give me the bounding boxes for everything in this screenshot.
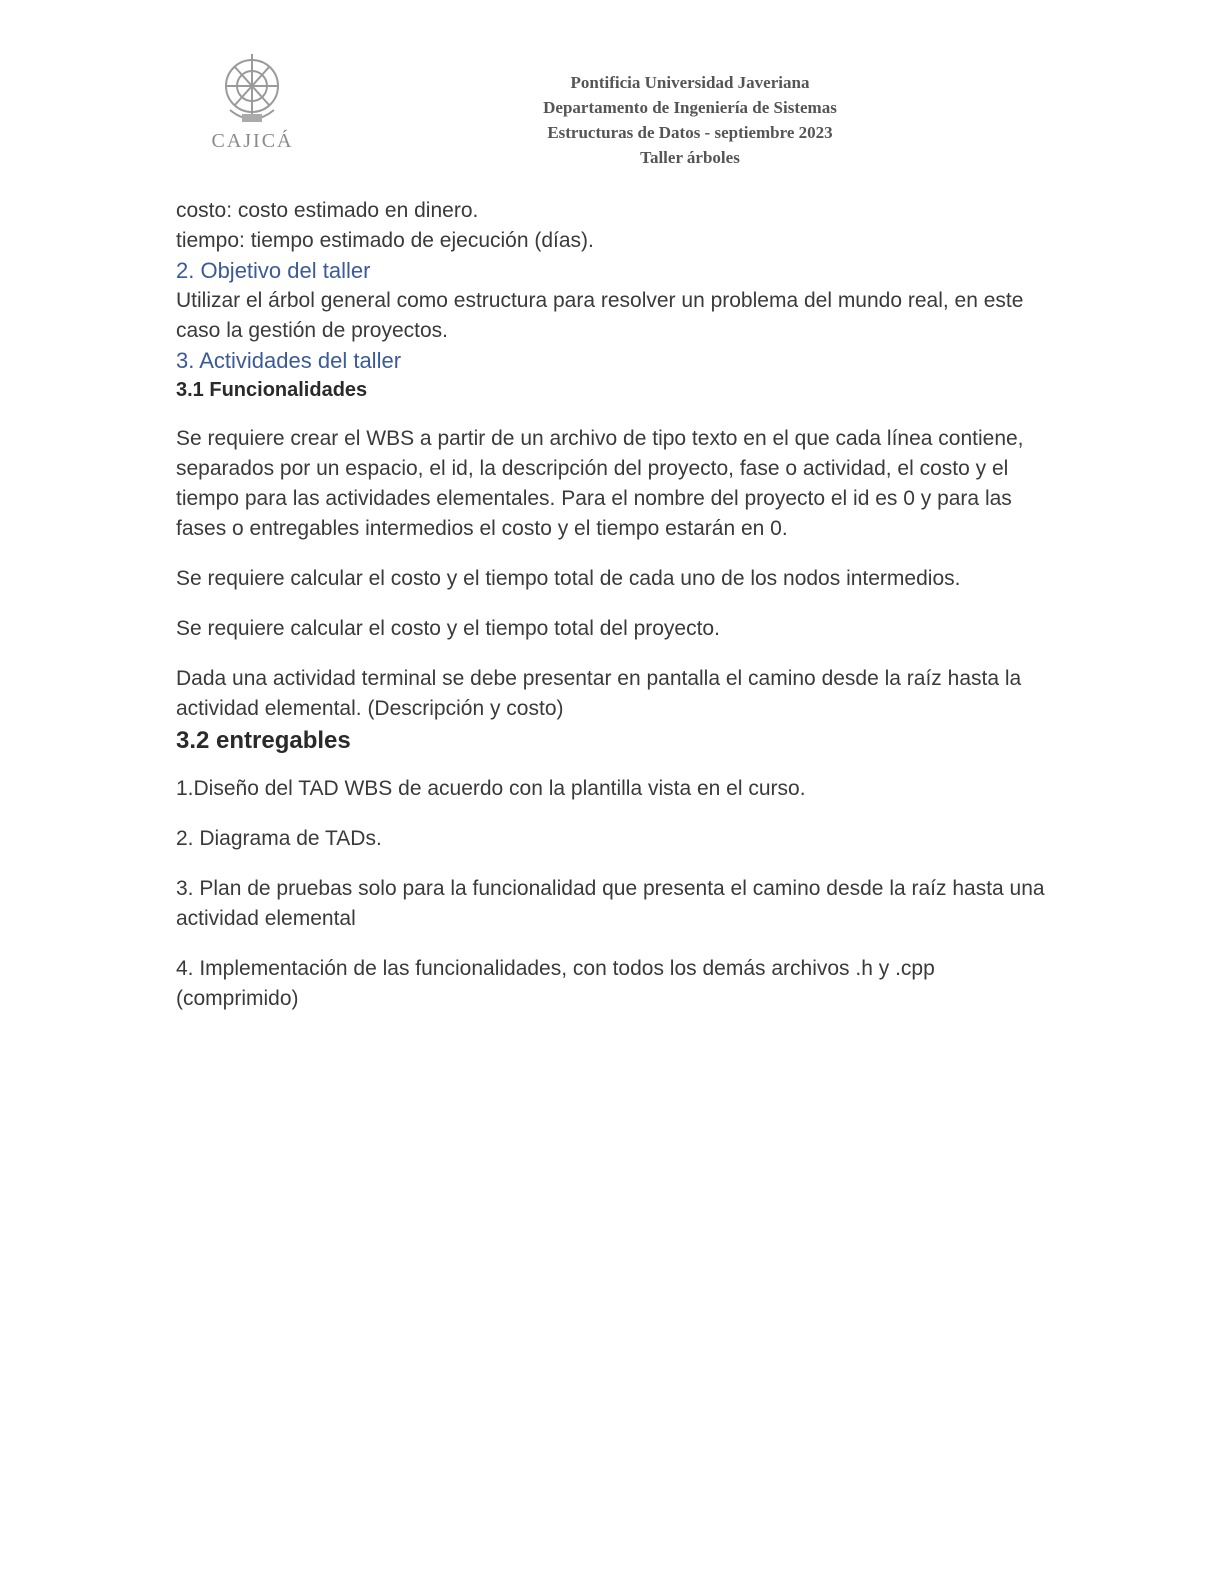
header-course: Estructuras de Datos - septiembre 2023 — [547, 123, 833, 142]
deliverable-item: 2. Diagrama de TADs. — [176, 827, 382, 850]
section-3-title: 3. Actividades del taller — [176, 348, 402, 373]
deliverable-item: 4. Implementación de las funcionalidades, con todos los demás archivos .h y .cpp (comprimido) — [176, 957, 935, 1010]
functionality-paragraph: Se requiere crear el WBS a partir de un archivo de tipo texto en el que cada línea contiene, separados por un espacio, el id, la descripción del proyecto, fase o actividad, el costo y el tiempo para las actividades elementales. Para el nombre del proyecto el id es 0 y para las fases o entregables intermedios el costo y el tiempo estarán en 0. — [176, 427, 1024, 540]
functionality-paragraph: Se requiere calcular el costo y el tiempo total del proyecto. — [176, 617, 720, 640]
intro-line-cost: costo: costo estimado en dinero. — [176, 199, 479, 222]
intro-line-time: tiempo: tiempo estimado de ejecución (días). — [176, 229, 594, 252]
section-2-title: 2. Objetivo del taller — [176, 258, 371, 283]
header-department: Departamento de Ingeniería de Sistemas — [543, 98, 837, 117]
header-workshop: Taller árboles — [640, 148, 740, 167]
logo-wordmark: CAJICÁ — [211, 130, 294, 152]
functionality-paragraph: Se requiere calcular el costo y el tiempo total de cada uno de los nodos intermedios. — [176, 567, 961, 590]
page-header — [190, 48, 1050, 178]
section-2-text: Utilizar el árbol general como estructura para resolver un problema del mundo real, en este caso la gestión de proyectos. — [176, 289, 1024, 342]
header-university: Pontificia Universidad Javeriana — [570, 73, 810, 92]
document-body — [176, 196, 1046, 1014]
section-3-2-title: 3.2 entregables — [176, 727, 351, 754]
deliverable-item: 1.Diseño del TAD WBS de acuerdo con la plantilla vista en el curso. — [176, 777, 806, 800]
university-crest-icon — [190, 48, 315, 133]
deliverable-item: 3. Plan de pruebas solo para la funcionalidad que presenta el camino desde la raíz hasta una actividad elemental — [176, 877, 1045, 930]
functionality-paragraph: Dada una actividad terminal se debe presentar en pantalla el camino desde la raíz hasta la actividad elemental. (Descripción y costo) — [176, 667, 1022, 720]
section-3-1-title: 3.1 Funcionalidades — [176, 379, 368, 401]
university-logo — [190, 48, 315, 158]
header-title-block — [470, 70, 910, 170]
